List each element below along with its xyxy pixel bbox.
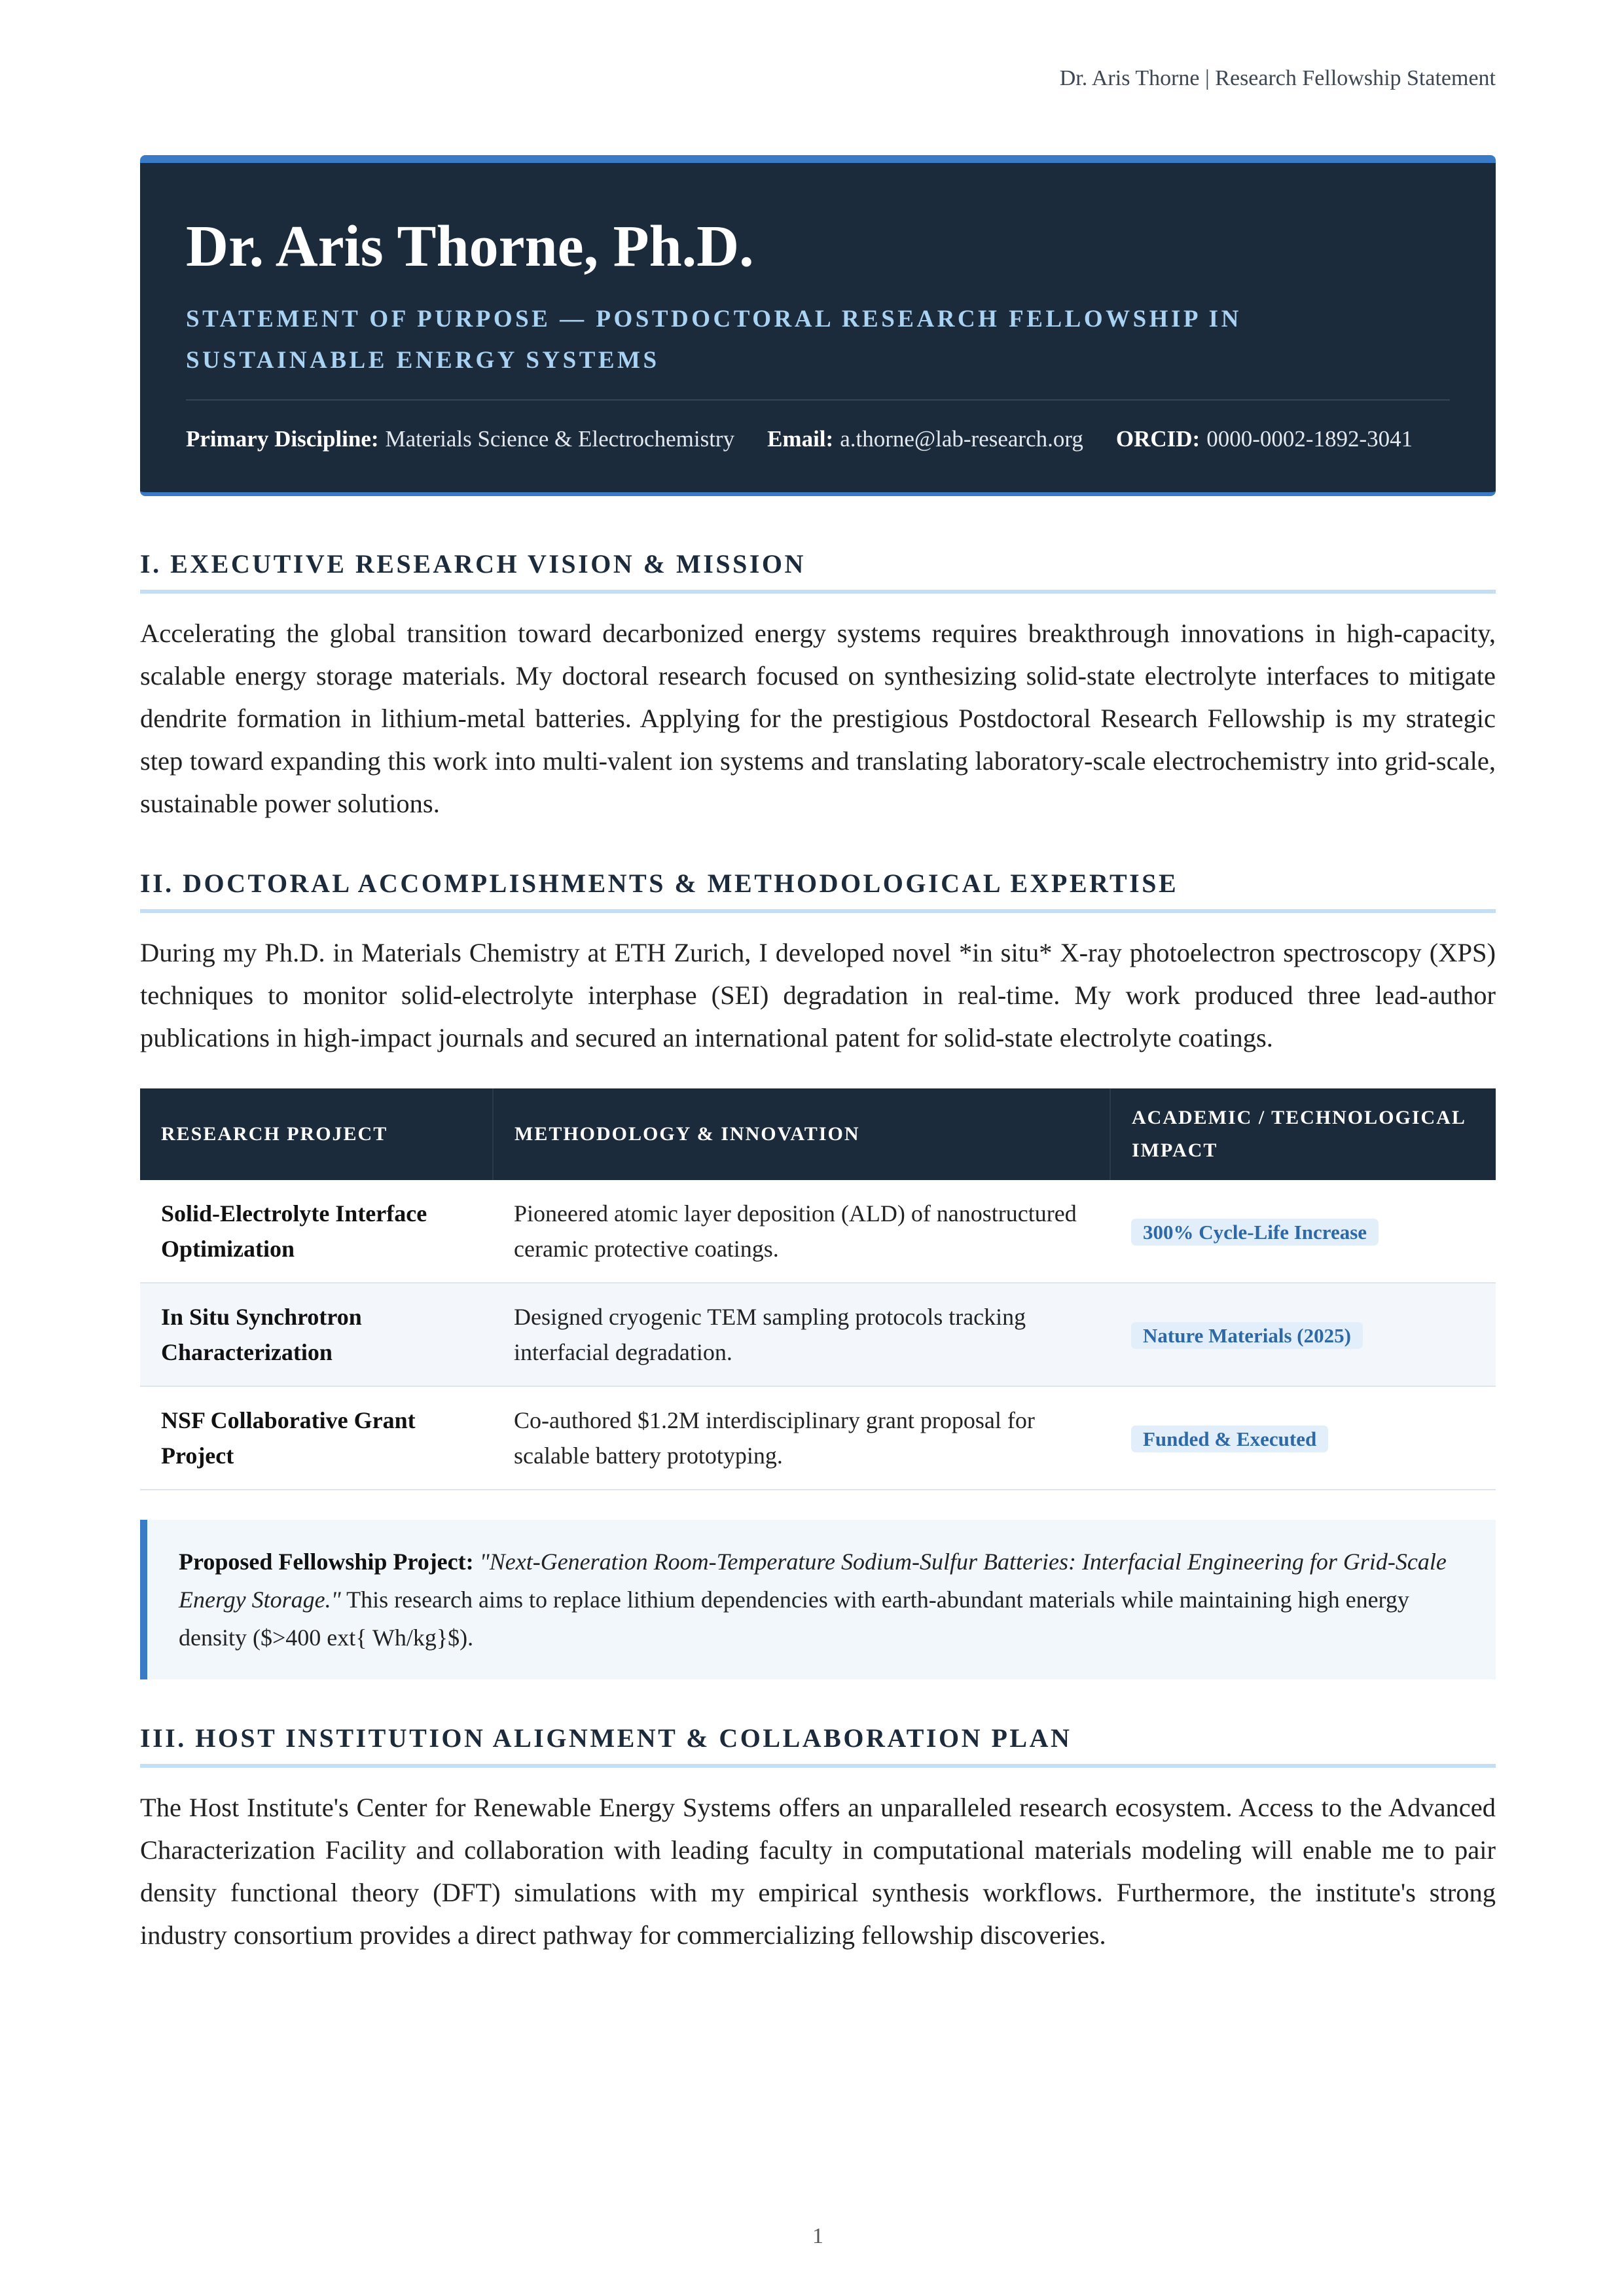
table-header-cell: METHODOLOGY & INNOVATION — [493, 1088, 1110, 1180]
section-heading-vision: I. EXECUTIVE RESEARCH VISION & MISSION — [140, 548, 1496, 594]
info-value: 0000-0002-1892-3041 — [1206, 426, 1413, 452]
table-cell-impact — [1110, 1180, 1496, 1283]
info-item-orcid — [1116, 422, 1413, 456]
author-name: Dr. Aris Thorne, Ph.D. — [186, 214, 754, 279]
section-body-accomplishments: During my Ph.D. in Materials Chemistry at ETH Zurich, I developed novel *in situ* X-ray photoelectron spectroscopy (XPS) techniques to monitor solid-electrolyte interphase (SEI) degradation in real-time. My work produced three lead-author publications in high-impact journals and secured an international patent for solid-state electrolyte coatings. — [140, 938, 1496, 1052]
info-label: Email: — [767, 426, 834, 452]
table-header-row — [140, 1088, 1496, 1180]
table-header-cell: ACADEMIC / TECHNOLOGICAL IMPACT — [1110, 1088, 1496, 1180]
document-content — [140, 155, 1496, 1956]
table-cell-impact — [1110, 1283, 1496, 1386]
info-item-email — [767, 422, 1083, 456]
table-cell-project: In Situ Synchrotron Characterization — [140, 1283, 493, 1386]
page-number: 1 — [812, 2224, 823, 2248]
section-body-vision: Accelerating the global transition toward decarbonized energy systems requires breakthrough innovations in high-capacity, scalable energy storage materials. My doctoral research focused on synthesizing solid-state electrolyte interfaces to mitigate dendrite formation in lithium-metal batteries. Applying for the prestigious Postdoctoral Research Fellowship is my strategic step toward expanding this work into multi-valent ion systems and translating laboratory-scale electrochemistry into grid-scale, sustainable power solutions. — [140, 619, 1496, 818]
table-row — [140, 1180, 1496, 1283]
impact-badge: Funded & Executed — [1131, 1426, 1328, 1452]
table-cell-method: Designed cryogenic TEM sampling protocols tracking interfacial degradation. — [493, 1283, 1110, 1386]
header-banner — [140, 155, 1496, 496]
table-header — [140, 1088, 1496, 1180]
info-value: Materials Science & Electrochemistry — [385, 426, 735, 452]
table-body — [140, 1180, 1496, 1490]
header-divider — [186, 399, 1450, 401]
table-row — [140, 1386, 1496, 1490]
table-cell-method: Pioneered atomic layer deposition (ALD) of nanostructured ceramic protective coatings. — [493, 1180, 1110, 1283]
impact-badge: 300% Cycle-Life Increase — [1131, 1219, 1379, 1246]
table-cell-method: Co-authored $1.2M interdisciplinary grant proposal for scalable battery prototyping. — [493, 1386, 1110, 1490]
table-cell-project: NSF Collaborative Grant Project — [140, 1386, 493, 1490]
section-heading-accomplishments: II. DOCTORAL ACCOMPLISHMENTS & METHODOLOGICAL EXPERTISE — [140, 868, 1496, 913]
table-row — [140, 1283, 1496, 1386]
proposed-project-callout — [140, 1520, 1496, 1679]
research-table — [140, 1088, 1496, 1490]
info-label: ORCID: — [1115, 426, 1200, 452]
section-body-host-institution: The Host Institute's Center for Renewable Energy Systems offers an unparalleled research ecosystem. Access to the Advanced Characterization Facility and collaboration with leading faculty in computational materials modeling will enable me to pair density functional theory (DFT) simulations with my empirical synthesis workflows. Furthermore, the institute's strong industry consortium provides a direct pathway for commercializing fellowship discoveries. — [140, 1793, 1496, 1950]
callout-project-title: "Next-Generation Room-Temperature Sodium-Sulfur Batteries: Interfacial Engineering for Grid-Scale Energy Storage." — [179, 1549, 1447, 1613]
section-heading-host-institution: III. HOST INSTITUTION ALIGNMENT & COLLABORATION PLAN — [140, 1723, 1496, 1768]
info-value: a.thorne@lab-research.org — [840, 426, 1083, 452]
table-cell-impact — [1110, 1386, 1496, 1490]
impact-badge: Nature Materials (2025) — [1131, 1322, 1363, 1349]
header-info — [186, 422, 1450, 456]
callout-text: This research aims to replace lithium dependencies with earth-abundant materials while maintaining high energy density ($>400 ext{ Wh/kg}$). — [179, 1587, 1409, 1651]
info-label: Primary Discipline: — [186, 426, 379, 452]
table-header-cell: RESEARCH PROJECT — [140, 1088, 493, 1180]
callout-label: Proposed Fellowship Project: — [179, 1549, 474, 1575]
running-header: Dr. Aris Thorne | Research Fellowship Statement — [1059, 66, 1496, 90]
info-item-discipline — [186, 422, 734, 456]
document-subtitle: STATEMENT OF PURPOSE — POSTDOCTORAL RESEARCH FELLOWSHIP IN SUSTAINABLE ENERGY SYSTEMS — [186, 306, 1242, 374]
table-cell-project: Solid-Electrolyte Interface Optimization — [140, 1180, 493, 1283]
